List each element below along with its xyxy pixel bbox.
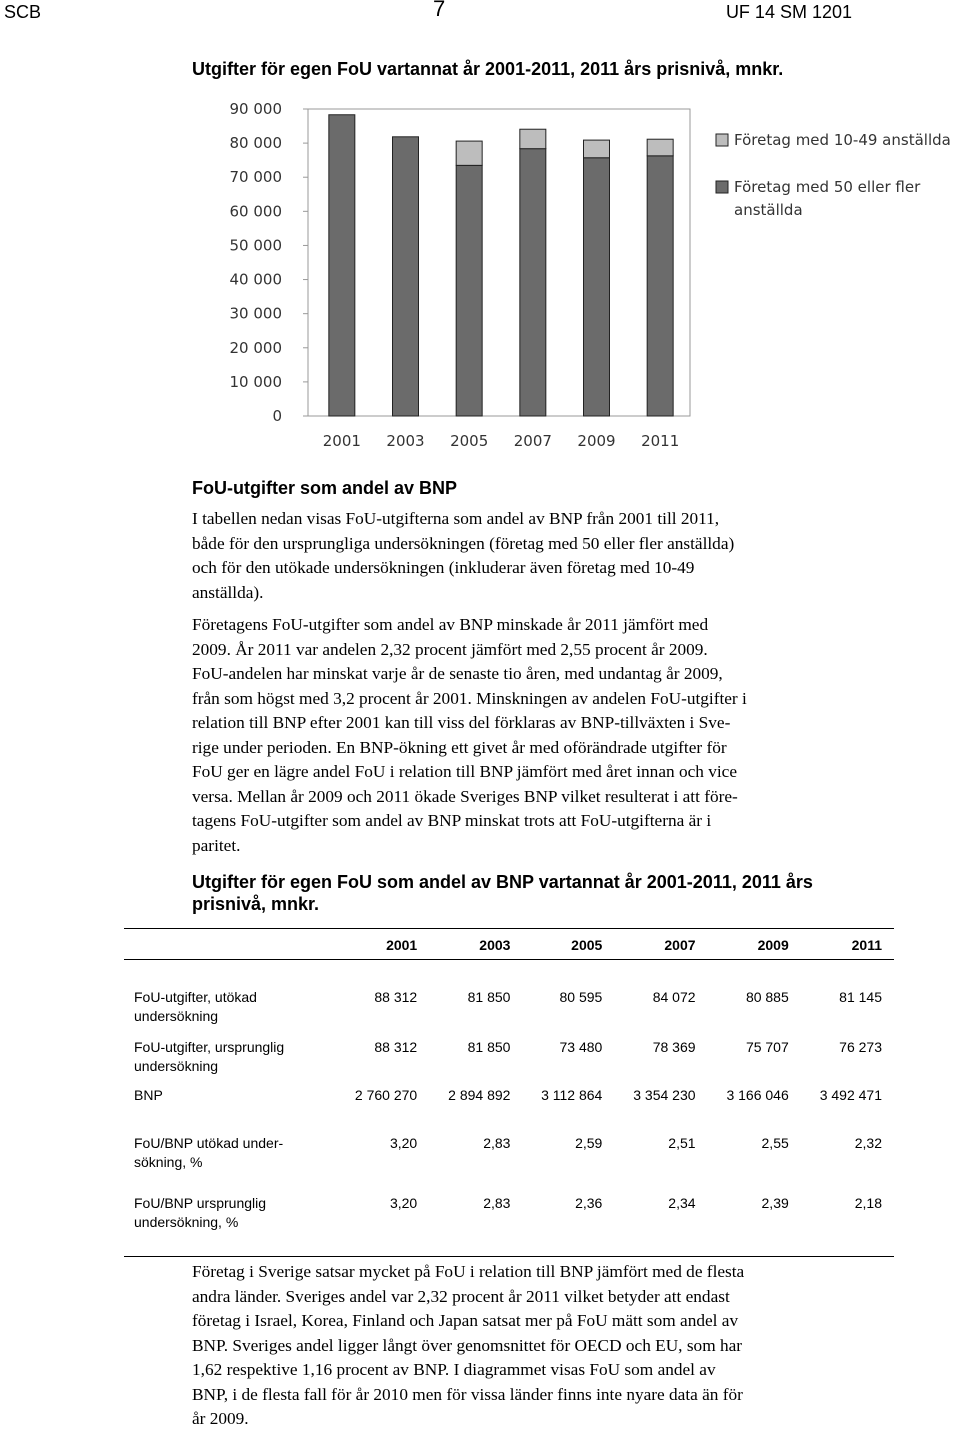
bar-chart: [0, 90, 960, 460]
bar-large-firms-2005: [456, 165, 482, 416]
bar-large-firms-2001: [329, 115, 355, 416]
legend-label-large-firms: Företag med 50 eller fler: [734, 178, 921, 196]
chart-title: Utgifter för egen FoU vartannat år 2001-2011, 2011 års prisnivå, mnkr.: [192, 59, 784, 79]
bar-large-firms-2009: [584, 158, 610, 416]
bar-small-firms-2005: [456, 141, 482, 165]
y-tick-label: 0: [272, 407, 282, 425]
x-tick-label: 2003: [386, 432, 425, 450]
bar-small-firms-2011: [647, 139, 673, 156]
table-cell: 2,83: [483, 1135, 511, 1151]
x-tick-label: 2005: [450, 432, 489, 450]
row-label-line: sökning, %: [134, 1154, 203, 1170]
y-tick-label: 60 000: [229, 202, 282, 221]
legend-label-large-firms-cont: anställda: [734, 201, 803, 219]
table-cell: 3 354 230: [633, 1087, 696, 1103]
data-table: [124, 928, 894, 1257]
table-cell: 76 273: [839, 1039, 882, 1055]
y-tick-label: 40 000: [229, 270, 282, 289]
table-cell: 2,36: [575, 1195, 603, 1211]
paragraph-2-line: från som högst med 3,2 procent år 2001. Minskningen av andelen FoU-utgifter i: [192, 688, 747, 708]
row-label: [124, 1082, 336, 1122]
row-label: [124, 1122, 336, 1182]
table-cell: 3 112 864: [541, 1087, 603, 1103]
bar-small-firms-2007: [520, 129, 546, 148]
legend-swatch-large-firms: [716, 181, 728, 193]
paragraph-2-line: Företagens FoU-utgifter som andel av BNP minskade år 2011 jämfört med: [192, 615, 709, 634]
paragraph-2: [192, 613, 892, 858]
section-heading: FoU-utgifter som andel av BNP: [192, 478, 458, 498]
x-tick-label: 2007: [513, 432, 552, 450]
table-cell: 2,39: [761, 1195, 789, 1211]
table-corner-cell: [124, 929, 336, 960]
row-label-line: FoU-utgifter, ursprunglig: [134, 1039, 285, 1055]
row-label-line: FoU/BNP utökad under-: [134, 1135, 284, 1151]
paragraph-2-line: FoU-andelen har minskat varje år de senaste tio åren, med undantag år 2009,: [192, 664, 723, 683]
table-cell: 2 760 270: [354, 1087, 418, 1103]
paragraph-2-line: 2009. År 2011 var andelen 2,32 procent jämfört med 2,55 procent år 2009.: [192, 639, 708, 659]
table-year-header: 2003: [479, 937, 511, 953]
row-label: [124, 1182, 336, 1256]
row-label-line: undersökning, %: [134, 1214, 239, 1230]
table-row: [124, 1082, 894, 1122]
table-year-header: 2009: [757, 937, 789, 953]
paragraph-1-line: anställda).: [192, 582, 264, 602]
table-cell: 2,55: [761, 1135, 789, 1151]
table-cell: 73 480: [559, 1039, 603, 1055]
paragraph-1-line: I tabellen nedan visas FoU-utgifterna som andel av BNP från 2001 till 2011,: [192, 509, 720, 528]
row-label-line: undersökning: [134, 1058, 219, 1074]
table-cell: 78 369: [652, 1039, 696, 1055]
header-left: SCB: [4, 2, 42, 22]
table-cell: 80 885: [745, 989, 789, 1005]
legend-swatch-small-firms: [716, 134, 728, 146]
y-tick-label: 80 000: [229, 134, 282, 153]
row-label-line: FoU/BNP ursprunglig: [134, 1195, 267, 1211]
paragraph-3-line: företag i Israel, Korea, Finland och Japan satsat mer på FoU mätt som andel av: [192, 1311, 739, 1330]
table-cell: 3 166 046: [726, 1087, 789, 1103]
paragraph-3-line: 1,62 respektive 1,16 procent av BNP. I diagrammet visas FoU som andel av: [192, 1360, 716, 1379]
paragraph-2-line: relation till BNP efter 2001 kan till viss del förklaras av BNP-tillväxten i Sve-: [192, 713, 731, 732]
y-tick-label: 50 000: [229, 236, 282, 255]
plot-frame: [308, 109, 690, 416]
table-cell: 2,32: [854, 1135, 882, 1151]
paragraph-2-line: paritet.: [192, 835, 241, 855]
header-right: UF 14 SM 1201: [725, 2, 852, 22]
paragraph-1-line: och för den utökade undersökningen (inkluderar även företag med 10-49: [192, 558, 695, 577]
paragraph-1: [192, 507, 892, 605]
table-title: [192, 871, 813, 915]
x-tick-label: 2009: [577, 432, 616, 450]
row-label-line: FoU-utgifter, utökad: [134, 989, 257, 1005]
table-cell: 84 072: [652, 989, 696, 1005]
table-row: [124, 1026, 894, 1082]
table-cell: 75 707: [745, 1039, 789, 1055]
y-tick-label: 70 000: [229, 168, 282, 187]
table-cell: 2,59: [575, 1135, 603, 1151]
table-year-header: 2001: [386, 937, 418, 953]
table-year-header: 2007: [664, 937, 696, 953]
row-label: [124, 960, 336, 1027]
table-cell: 2,34: [668, 1195, 696, 1211]
paragraph-2-line: rige under perioden. En BNP-ökning ett givet år med oförändrade utgifter för: [192, 737, 727, 757]
table-cell: 88 312: [374, 989, 418, 1005]
table-row: [124, 960, 894, 1027]
table-title-line: prisnivå, mnkr.: [192, 894, 320, 914]
table-title-line: Utgifter för egen FoU som andel av BNP vartannat år 2001-2011, 2011 års: [192, 872, 813, 892]
row-label-line: undersökning: [134, 1008, 219, 1024]
chart-legend: [716, 131, 951, 219]
paragraph-3: [192, 1260, 892, 1432]
table-cell: 2,83: [483, 1195, 511, 1211]
paragraph-3-line: BNP, i de flesta fall för år 2010 men för vissa länder finns inte nyare data än för: [192, 1384, 743, 1404]
legend-label-small-firms: Företag med 10-49 anställda: [734, 131, 951, 149]
table-cell: 81 850: [467, 989, 511, 1005]
bar-small-firms-2009: [584, 140, 610, 158]
paragraph-3-line: andra länder. Sveriges andel var 2,32 procent år 2011 vilket betyder att endast: [192, 1286, 730, 1306]
paragraph-3-line: Företag i Sverige satsar mycket på FoU i relation till BNP jämfört med de flesta: [192, 1262, 745, 1281]
paragraph-3-line: år 2009.: [192, 1409, 249, 1428]
y-tick-label: 30 000: [229, 304, 282, 323]
paragraph-2-line: FoU ger en lägre andel FoU i relation till BNP jämfört med året innan och vice: [192, 762, 738, 781]
row-label-line: BNP: [134, 1087, 163, 1103]
table-cell: 2,51: [668, 1135, 696, 1151]
x-tick-label: 2001: [322, 432, 361, 450]
table-cell: 2,18: [854, 1195, 882, 1211]
table-header-row: [124, 929, 894, 960]
bar-large-firms-2011: [647, 156, 673, 416]
paragraph-2-line: tagens FoU-utgifter som andel av BNP minskat trots att FoU-utgifterna är i: [192, 811, 712, 830]
table-cell: 88 312: [374, 1039, 418, 1055]
page-number: 7: [433, 0, 446, 21]
y-tick-label: 10 000: [229, 372, 282, 391]
table-cell: 81 145: [839, 989, 882, 1005]
y-tick-label: 90 000: [229, 100, 282, 118]
table-cell: 3 492 471: [819, 1087, 882, 1103]
x-tick-label: 2011: [641, 432, 680, 450]
table-row: [124, 1182, 894, 1256]
table-cell: 2 894 892: [448, 1087, 511, 1103]
chart-bars: [323, 115, 680, 450]
paragraph-1-line: både för den ursprungliga undersökningen (företag med 50 eller fler anställda): [192, 533, 735, 553]
table-row: [124, 1122, 894, 1182]
row-label: [124, 1026, 336, 1082]
table-cell: 80 595: [559, 989, 603, 1005]
table-year-header: 2011: [851, 937, 882, 953]
page-header: [0, 0, 960, 24]
table-cell: 81 850: [467, 1039, 511, 1055]
table-year-header: 2005: [571, 937, 603, 953]
bar-large-firms-2007: [520, 149, 546, 416]
y-tick-label: 20 000: [229, 338, 282, 357]
table-cell: 3,20: [389, 1195, 418, 1211]
table-cell: 3,20: [389, 1135, 418, 1151]
paragraph-2-line: versa. Mellan år 2009 och 2011 ökade Sveriges BNP vilket resulterat i att före-: [192, 786, 738, 806]
paragraph-3-line: BNP. Sveriges andel ligger långt över genomsnittet för OECD och EU, som har: [192, 1335, 743, 1355]
bar-large-firms-2003: [393, 137, 419, 416]
